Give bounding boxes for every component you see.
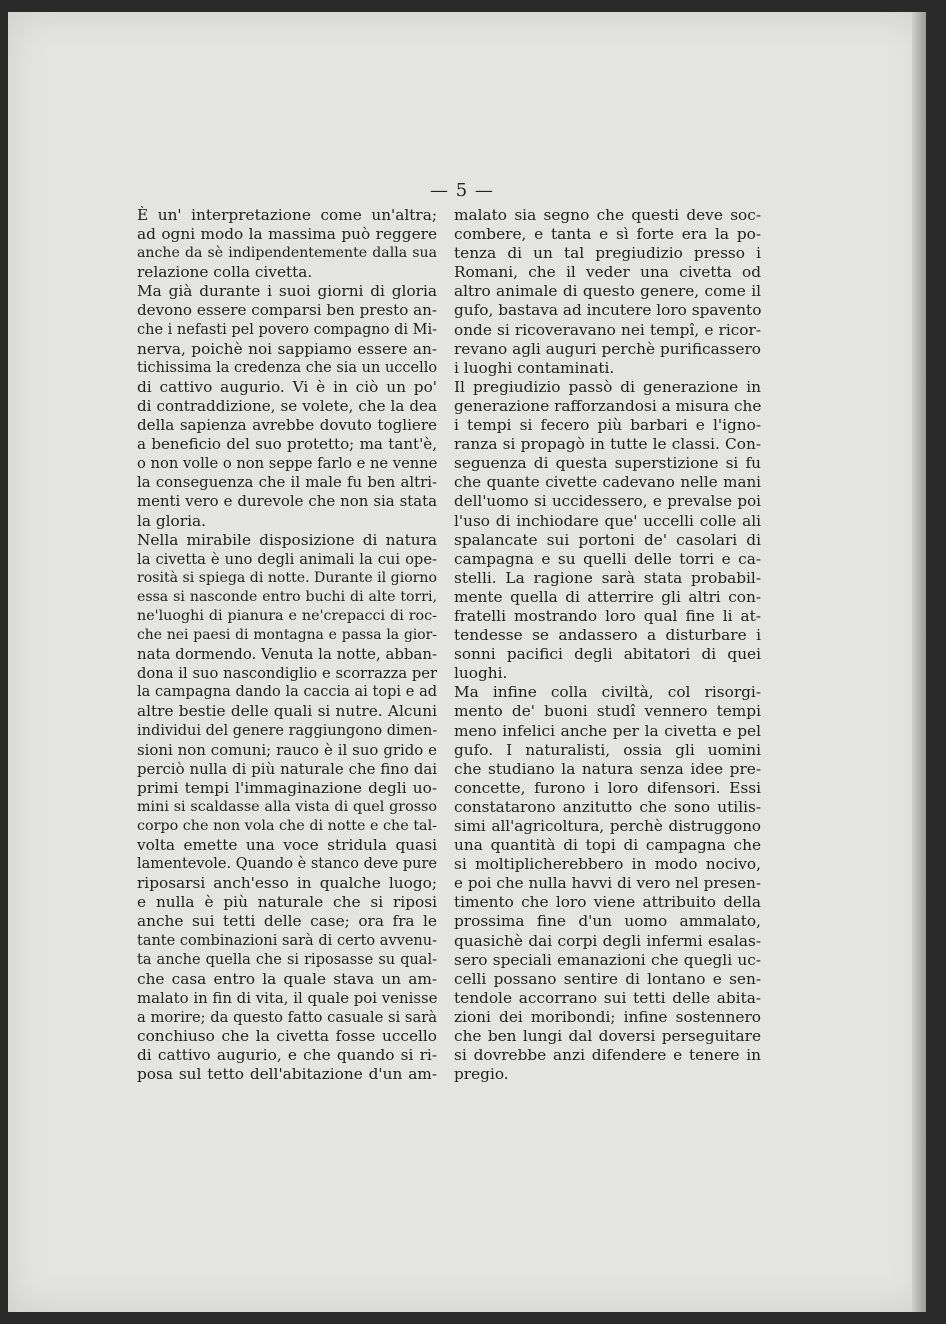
right-column-text-line: dell'uomo si uccidessero, e prevalse poi <box>454 492 761 511</box>
right-column-text-line: Il pregiudizio passò di generazione in <box>454 377 761 396</box>
right-column-text-line: generazione rafforzandosi a misura che <box>454 396 762 415</box>
left-text-column <box>137 206 437 1084</box>
right-column-text-line: fratelli mostrando loro qual fine li at- <box>454 606 761 625</box>
left-column-text-line: di cattivo augurio. Vi è in ciò un po' <box>137 377 437 396</box>
right-column-text-line: tendesse se andassero a disturbare i <box>454 626 761 645</box>
right-column-text-line: prossima fine d'un uomo ammalato, <box>454 912 761 931</box>
right-column-text-line: quasichè dai corpi degli infermi esalas- <box>454 931 761 950</box>
left-column-text-line: devono essere comparsi ben presto an- <box>137 301 437 320</box>
left-column-text-line: perciò nulla di più naturale che fino dai <box>137 759 437 778</box>
left-column-text-line: riposarsi anch'esso in qualche luogo; <box>137 874 437 893</box>
left-column-text-line: di cattivo augurio, e che quando si ri- <box>137 1046 437 1065</box>
right-column-text-line: i tempi si fecero più barbari e l'igno- <box>454 416 761 435</box>
left-column-text-line: rosità si spiega di notte. Durante il giorno <box>137 569 437 586</box>
left-column-text-line: che casa entro la quale stava un am- <box>137 969 437 988</box>
left-column-text-line: tante combinazioni sarà di certo avvenu- <box>137 932 437 949</box>
left-column-text-line: o non volle o non seppe farlo e ne venne <box>137 455 438 473</box>
left-column-text-line: nerva, poichè noi sappiamo essere an- <box>137 339 437 358</box>
left-column-text-line: Nella mirabile disposizione di natura <box>137 530 437 549</box>
right-column-text-line: e poi che nulla havvi di vero nel presen- <box>454 874 761 893</box>
left-column-text-line: corpo che non vola che di notte e che tal- <box>137 818 437 834</box>
left-column-text-line: lamentevole. Quando è stanco deve pure <box>137 856 437 873</box>
left-column-text-line: relazione colla civetta. <box>137 263 313 282</box>
right-column-text-line: mento de' buoni studî vennero tempi <box>454 702 761 721</box>
right-column-text-line: una quantità di topi di campagna che <box>454 836 761 855</box>
right-column-text-line: si dovrebbe anzi difendere e tenere in <box>454 1046 761 1065</box>
left-column-text-line: posa sul tetto dell'abitazione d'un am- <box>137 1065 437 1084</box>
right-column-text-line: campagna e su quelli delle torri e ca- <box>454 549 761 568</box>
left-column-text-line: a beneficio del suo protetto; ma tant'è, <box>137 435 437 454</box>
right-text-column <box>454 206 761 1084</box>
right-column-text-line: ranza si propagò in tutte le classi. Con- <box>454 435 761 454</box>
right-column-text-line: che studiano la natura senza idee pre- <box>454 759 761 778</box>
right-column-text-line: gufo, bastava ad incutere loro spavento <box>454 301 762 320</box>
page-number: — 5 — <box>430 180 494 201</box>
left-column-text-line: ne'luoghi di pianura e ne'crepacci di roc- <box>137 607 437 624</box>
left-column-text-line: anche da sè indipendentemente dalla sua <box>137 245 437 262</box>
left-column-text-line: essa si nasconde entro buchi di alte torri, <box>137 588 437 605</box>
right-column-text-line: combere, e tanta e sì forte era la po- <box>454 225 761 244</box>
right-column-text-line: timento che loro viene attribuito della <box>454 893 761 912</box>
right-column-text-line: sonni pacifici degli abitatori di quei <box>454 645 761 664</box>
left-column-text-line: È un' interpretazione come un'altra; <box>137 206 437 224</box>
left-column-text-line: mini si scaldasse alla vista di quel grosso <box>137 798 437 815</box>
left-column-text-line: a morire; da questo fatto casuale si sarà <box>137 1008 437 1026</box>
right-column-text-line: gufo. I naturalisti, ossia gli uomini <box>454 740 761 759</box>
left-column-text-line: e nulla è più naturale che si riposi <box>137 893 437 912</box>
left-column-text-line: anche sui tetti delle case; ora fra le <box>137 912 437 931</box>
right-column-text-line: l'uso di inchiodare que' uccelli colle ali <box>454 511 761 530</box>
right-column-text-line: i luoghi contaminati. <box>454 358 615 377</box>
right-column-text-line: seguenza di questa superstizione si fu <box>454 454 761 473</box>
left-column-text-line: tichissima la credenza che sia un uccello <box>137 359 438 376</box>
right-column-text-line: che ben lungi dal doversi perseguitare <box>454 1027 761 1046</box>
book-page <box>8 12 926 1312</box>
left-column-text-line: ad ogni modo la massima può reggere <box>137 225 437 244</box>
left-column-text-line: individui del genere raggiungono dimen- <box>137 722 438 739</box>
left-column-text-line: dona il suo nascondiglio e scorrazza per <box>137 665 437 683</box>
left-column-text-line: sioni non comuni; rauco è il suo grido e <box>137 740 437 759</box>
right-column-text-line: si moltiplicherebbero in modo nocivo, <box>454 855 761 874</box>
left-column-text-line: volta emette una voce stridula quasi <box>137 836 437 855</box>
right-column-text-line: zioni dei moribondi; infine sostennero <box>454 1007 761 1026</box>
right-column-text-line: onde si ricoveravano nei tempî, e ricor- <box>454 320 761 339</box>
right-column-text-line: che quante civette cadevano nelle mani <box>454 473 761 492</box>
left-column-text-line: nata dormendo. Venuta la notte, abban- <box>137 645 437 664</box>
right-column-text-line: Ma infine colla civiltà, col risorgi- <box>454 683 761 702</box>
right-column-text-line: tenza di un tal pregiudizio presso i <box>454 244 761 263</box>
left-column-text-line: che i nefasti pel povero compagno di Mi- <box>137 321 437 338</box>
left-column-text-line: che nei paesi di montagna e passa la gior- <box>137 627 437 644</box>
left-column-text-line: ta anche quella che si riposasse su qual- <box>137 951 437 968</box>
left-column-text-line: conchiuso che la civetta fosse uccello <box>137 1027 437 1046</box>
left-column-text-line: malato in fin di vita, il quale poi venisse <box>137 988 438 1007</box>
right-column-text-line: simi all'agricoltura, perchè distruggono <box>454 817 761 835</box>
left-column-text-line: menti vero e durevole che non sia stata <box>137 492 437 511</box>
right-column-text-line: malato sia segno che questi deve soc- <box>454 206 761 224</box>
right-column-text-line: mente quella di atterrire gli altri con- <box>454 587 761 606</box>
right-column-text-line: tendole accorrano sui tetti delle abita- <box>454 988 761 1007</box>
right-column-text-line: revano agli auguri perchè purificassero <box>454 339 761 358</box>
left-column-text-line: primi tempi l'immaginazione degli uo- <box>137 778 437 797</box>
right-column-text-line: spalancate sui portoni de' casolari di <box>454 530 761 549</box>
right-column-text-line: meno infelici anche per la civetta e pel <box>454 721 761 740</box>
left-column-text-line: la gloria. <box>137 511 206 530</box>
left-column-text-line: della sapienza avrebbe dovuto togliere <box>137 416 437 435</box>
right-column-text-line: constatarono anzitutto che sono utilis- <box>454 797 761 816</box>
left-column-text-line: la conseguenza che il male fu ben altri- <box>137 473 437 492</box>
right-column-text-line: luoghi. <box>454 664 508 683</box>
right-column-text-line: concette, furono i loro difensori. Essi <box>454 778 761 797</box>
right-column-text-line: pregio. <box>454 1065 509 1084</box>
left-column-text-line: di contraddizione, se volete, che la dea <box>137 396 437 415</box>
left-column-text-line: la campagna dando la caccia ai topi e ad <box>137 684 437 701</box>
left-column-text-line: la civetta è uno degli animali la cui ope- <box>137 550 437 568</box>
right-column-text-line: celli possano sentire di lontano e sen- <box>454 969 761 988</box>
right-column-text-line: Romani, che il veder una civetta od <box>454 263 761 282</box>
right-column-text-line: altro animale di questo genere, come il <box>454 282 761 301</box>
left-column-text-line: Ma già durante i suoi giorni di gloria <box>137 282 437 301</box>
right-column-text-line: stelli. La ragione sarà stata probabil- <box>454 568 761 587</box>
right-column-text-line: sero speciali emanazioni che quegli uc- <box>454 950 761 969</box>
page-spine-shadow <box>912 12 926 1312</box>
left-column-text-line: altre bestie delle quali si nutre. Alcuni <box>137 702 437 721</box>
